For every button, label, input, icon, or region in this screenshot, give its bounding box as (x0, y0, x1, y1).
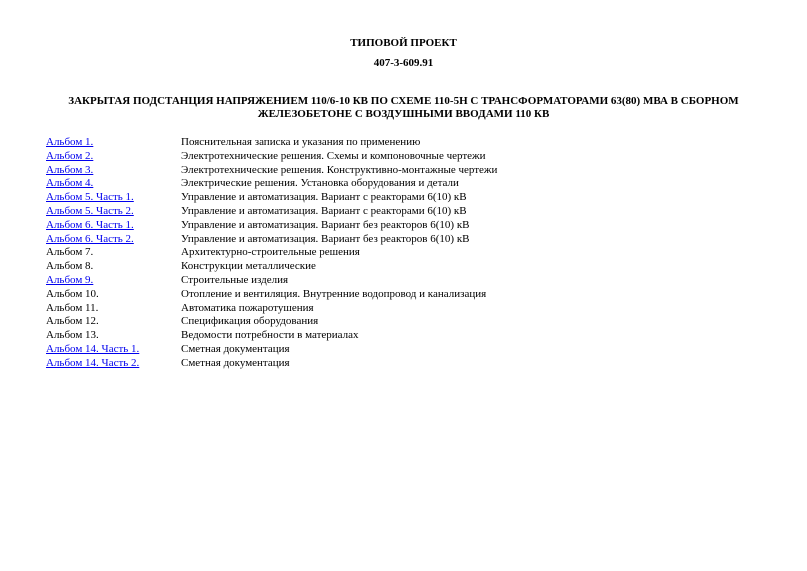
album-description: Отопление и вентиляция. Внутренние водопровод и канализация (181, 287, 487, 300)
album-row (46, 246, 746, 260)
album-row (46, 357, 746, 371)
album-row (46, 191, 746, 205)
album-description: Сметная документация (181, 356, 290, 369)
album-row (46, 205, 746, 219)
album-link[interactable]: Альбом 3. (46, 163, 94, 176)
album-description: Электротехнические решения. Схемы и компоновочные чертежи (181, 149, 486, 162)
album-list (46, 136, 746, 371)
document-code: 407-3-609.91 (373, 57, 434, 69)
album-link[interactable]: Альбом 2. (46, 149, 94, 162)
album-row (46, 329, 746, 343)
album-name: Альбом 7. (46, 246, 94, 259)
album-row (46, 274, 746, 288)
album-link[interactable]: Альбом 6. Часть 1. (46, 218, 134, 231)
album-row (46, 302, 746, 316)
album-row (46, 164, 746, 178)
album-row (46, 288, 746, 302)
album-name: Альбом 13. (46, 329, 99, 342)
album-description: Электротехнические решения. Конструктивно-монтажные чертежи (181, 163, 498, 176)
album-description: Электрические решения. Установка оборудования и детали (181, 177, 459, 190)
album-row (46, 260, 746, 274)
document-type: ТИПОВОЙ ПРОЕКТ (350, 37, 457, 49)
album-link[interactable]: Альбом 6. Часть 2. (46, 232, 134, 245)
album-description: Ведомости потребности в материалах (181, 329, 359, 342)
album-description: Управление и автоматизация. Вариант с реакторами 6(10) кВ (181, 204, 467, 217)
album-description: Спецификация оборудования (181, 315, 319, 328)
album-description: Управление и автоматизация. Вариант без реакторов 6(10) кВ (181, 218, 470, 231)
album-description: Конструкции металлические (181, 260, 316, 273)
album-row (46, 219, 746, 233)
album-name: Альбом 8. (46, 260, 94, 273)
album-name: Альбом 12. (46, 315, 99, 328)
album-description: Строительные изделия (181, 273, 289, 286)
album-description: Архитектурно-строительные решения (181, 246, 360, 259)
album-description: Автоматика пожаротушения (181, 301, 314, 314)
album-row (46, 343, 746, 357)
album-row (46, 177, 746, 191)
album-row (46, 150, 746, 164)
album-name: Альбом 11. (46, 301, 99, 314)
album-row (46, 233, 746, 247)
album-description: Пояснительная записка и указания по применению (181, 136, 421, 148)
album-row (46, 136, 746, 150)
album-link[interactable]: Альбом 9. (46, 273, 94, 286)
album-link[interactable]: Альбом 1. (46, 136, 94, 148)
album-description: Управление и автоматизация. Вариант без реакторов 6(10) кВ (181, 232, 470, 245)
album-description: Сметная документация (181, 342, 290, 355)
album-link[interactable]: Альбом 4. (46, 177, 94, 190)
document-title: ЗАКРЫТАЯ ПОДСТАНЦИЯ НАПРЯЖЕНИЕМ 110/6-10 КВ ПО СХЕМЕ 110-5Н С ТРАНСФОРМАТОРАМИ 63(80) МВА В СБОРНОМ ЖЕЛЕЗОБЕТОНЕ С ВОЗДУШНЫМИ ВВОДАМИ 110 КВ (68, 95, 739, 120)
album-description: Управление и автоматизация. Вариант с реакторами 6(10) кВ (181, 191, 467, 204)
album-link[interactable]: Альбом 5. Часть 1. (46, 191, 134, 204)
album-name: Альбом 10. (46, 287, 99, 300)
album-row (46, 315, 746, 329)
album-link[interactable]: Альбом 14. Часть 2. (46, 356, 140, 369)
album-link[interactable]: Альбом 14. Часть 1. (46, 342, 140, 355)
album-link[interactable]: Альбом 5. Часть 2. (46, 204, 134, 217)
